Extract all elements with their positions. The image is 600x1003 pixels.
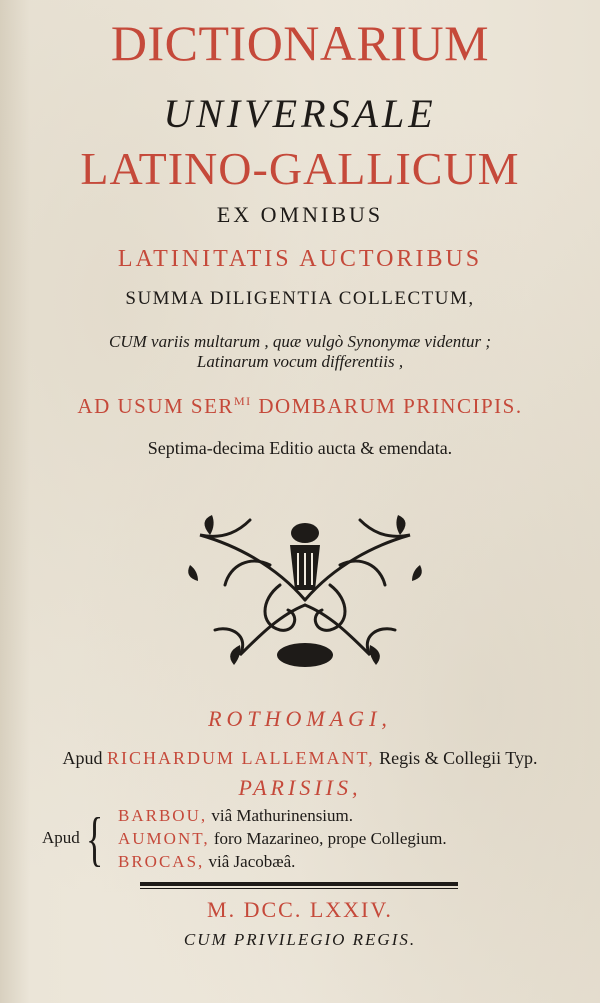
imprint-printer-name: RICHARDUM LALLEMANT, (106, 748, 375, 768)
publisher-address: foro Mazarineo, prope Collegium. (213, 829, 447, 848)
publisher-entry (118, 806, 353, 826)
ex-omnibus: EX OMNIBUS (216, 202, 384, 227)
fleuron-ornament-icon (180, 505, 430, 685)
publication-year: M. DCC. LXXIV. (207, 897, 393, 922)
brace-icon: { (86, 806, 104, 872)
latinitatis-auctoribus: LATINITATIS AUCTORIBUS (117, 246, 483, 272)
ad-usum-superscript: MI (233, 394, 252, 408)
imprint-printer-line (0, 748, 600, 769)
summa-diligentia: SUMMA DILIGENTIA COLLECTUM, (125, 288, 475, 309)
ad-usum-line (0, 394, 600, 419)
subtitle-latino-gallicum: LATINO-GALLICUM (80, 143, 520, 194)
publisher-name: BROCAS, (118, 852, 205, 871)
ad-usum-text-end: DOMBARUM PRINCIPIS. (251, 394, 523, 418)
imprint-printer-role: Regis & Collegii Typ. (379, 748, 538, 768)
publishers-block (32, 806, 572, 876)
cum-variis-line2: Latinarum vocum differentiis , (196, 352, 404, 371)
imprint-city-rothomagi: ROTHOMAGI, (208, 706, 392, 731)
publisher-entry (118, 829, 447, 849)
main-title: DICTIONARIUM (110, 15, 490, 71)
subtitle-universale: UNIVERSALE (163, 91, 437, 136)
publisher-name: AUMONT, (118, 829, 210, 848)
privilege-statement: CUM PRIVILEGIO REGIS. (183, 930, 417, 949)
divider-rule-thin (140, 888, 458, 889)
publisher-address: viâ Jacobæâ. (208, 852, 296, 871)
cum-variis-block (0, 332, 600, 372)
divider-rule (140, 882, 458, 886)
publishers-apud-label: Apud (42, 828, 80, 847)
publisher-address: viâ Mathurinensium. (211, 806, 354, 825)
edition-statement: Septima-decima Editio aucta & emendata. (147, 438, 453, 458)
imprint-apud: Apud (62, 748, 103, 768)
publisher-entry (118, 852, 295, 872)
cum-variis-line1: CUM variis multarum , quæ vulgò Synonymæ videntur ; (109, 332, 491, 351)
publisher-name: BARBOU, (118, 806, 208, 825)
ad-usum-text: AD USUM SER (77, 394, 234, 418)
imprint-city-parisiis: PARISIIS, (238, 775, 362, 800)
